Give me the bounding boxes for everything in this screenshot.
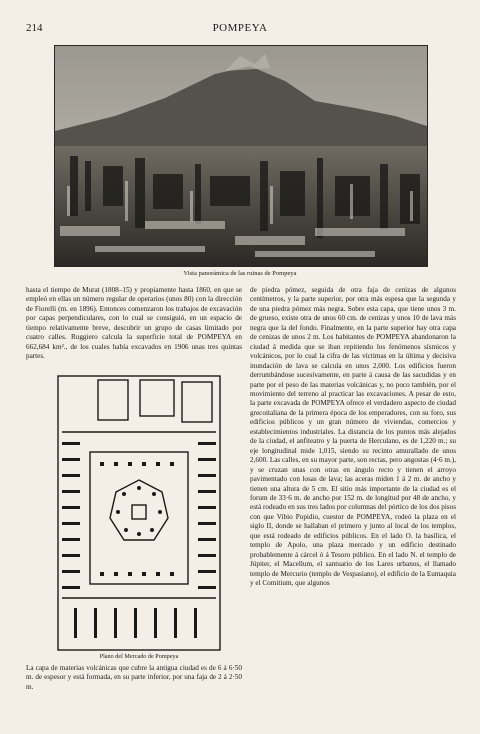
plan-caption: Plano del Mercado de Pompeya <box>99 653 179 660</box>
left-column <box>26 286 242 362</box>
right-paragraph: de piedra pómez, seguida de otra faja de cenizas de algunos centímetros, y la parte superior, por otra más espesa que la segunda y de una piedra pómez más negra. Sobre esta capa, que tiene unos 3 m. de grueso, existe otra de unos 60 cm. de cenizas y unos 10 de lava más negra que la del fondo. Finalmente, en la parte superior hay otra capa de cenizas de unos 2 m. Los habitantes de POMPEYA abandonaron la ciudad á medida que se iban repitiendo los fenómenos sísmicos y volcánicos, por lo cual la cifra de las víctimas en la última y decisiva inundación de lava se calcula en unos 2,000. Los edificios fueron derrumbándose sucesivamente, en parte á causa de las sacudidas y en parte por el peso de las materias volcánicas y, no poco también, por el movimiento del terreno al practicar las excavaciones. A pesar de esto, la parte excavada de POMPEYA ofrece el verdadero aspecto de ciudad grecoitaliana de la primera época de los emperadores, con su foro, sus edificios públicos y un gran número de viviendas, comercios y establecimientos industriales. La distancia de los puntos más alejados de la ciudad, el anfiteatro y la puerta de Herculano, es de 1,220 m.; su eje longitudinal mide 1,015, siendo su recinto amurallado de unos 2,600. Las calles, en su mayor parte, son rectas, pero angostas (4·6 m.), y se cruzan unas con otras en ángulo recto y tienen el arroyo pavimentado con losas de lava; las aceras miden 1 á 2 m. de ancho y tienen una altura de 5 cm. El sitio más importante de la ciudad es el forum de 33·6 m. de ancho por 152 m. de longitud por 48 de ancho, y está rodeado en sus tres lados por columnas del pórtico de los dos pisos con que Vibio Popidio, cuestor de POMPEYA, rodeó la plaza en el siglo II, donde se hallaban el primero y junto al local de los templos, que está rodeado de edificios públicos. En el lado O. la basílica, el templo de Apolo, una plaza mercado y un edificio destinado probablemente á cárcel ó á Tesoro público. En el lado N. el templo de Júpiter, el Macellum, el santuario de los Lares urbanos, el llamado templo de Mercurio (templo de Vespasiano), el edificio de la Eumaquia y el Comitium, que algunos <box>250 286 456 588</box>
panoramic-photo <box>54 45 428 267</box>
photo-caption: Vista panorámica de las ruinas de Pompeya <box>183 270 297 277</box>
running-title: POMPEYA <box>212 22 268 34</box>
market-floor-plan <box>54 372 224 654</box>
page-header <box>0 22 480 36</box>
left-paragraph: hasta el tiempo de Murat (1808–15) y propiamente hasta 1860, en que se empleó en ellas un número regular de operarios (unos 80) con la dirección de Fiorelli (m. en 1896). Entonces comenzaron los trabajos de excavación por capas perpendiculares, con lo cual se consiguió, en un espacio de tiempo relativamente breve, descubrir un grupo de casas limitado por cuatro calles. Ruggiero calcula la superficie total de POMPEYA en 662,684 km²., de los cuales había excavados en 1906 unas tres quintas partes. <box>26 286 242 361</box>
right-column <box>250 286 456 589</box>
page-number: 214 <box>26 22 43 34</box>
left-bottom-column <box>26 664 242 692</box>
floor-plan-drawing <box>54 372 224 654</box>
pompeii-ruins-image <box>55 46 427 266</box>
bottom-paragraph: La capa de materias volcánicas que cubre la antigua ciudad es de 6 á 6·50 m. de espesor y está formada, en su parte inferior, por una faja de 2 á 2·50 m. <box>26 664 242 691</box>
